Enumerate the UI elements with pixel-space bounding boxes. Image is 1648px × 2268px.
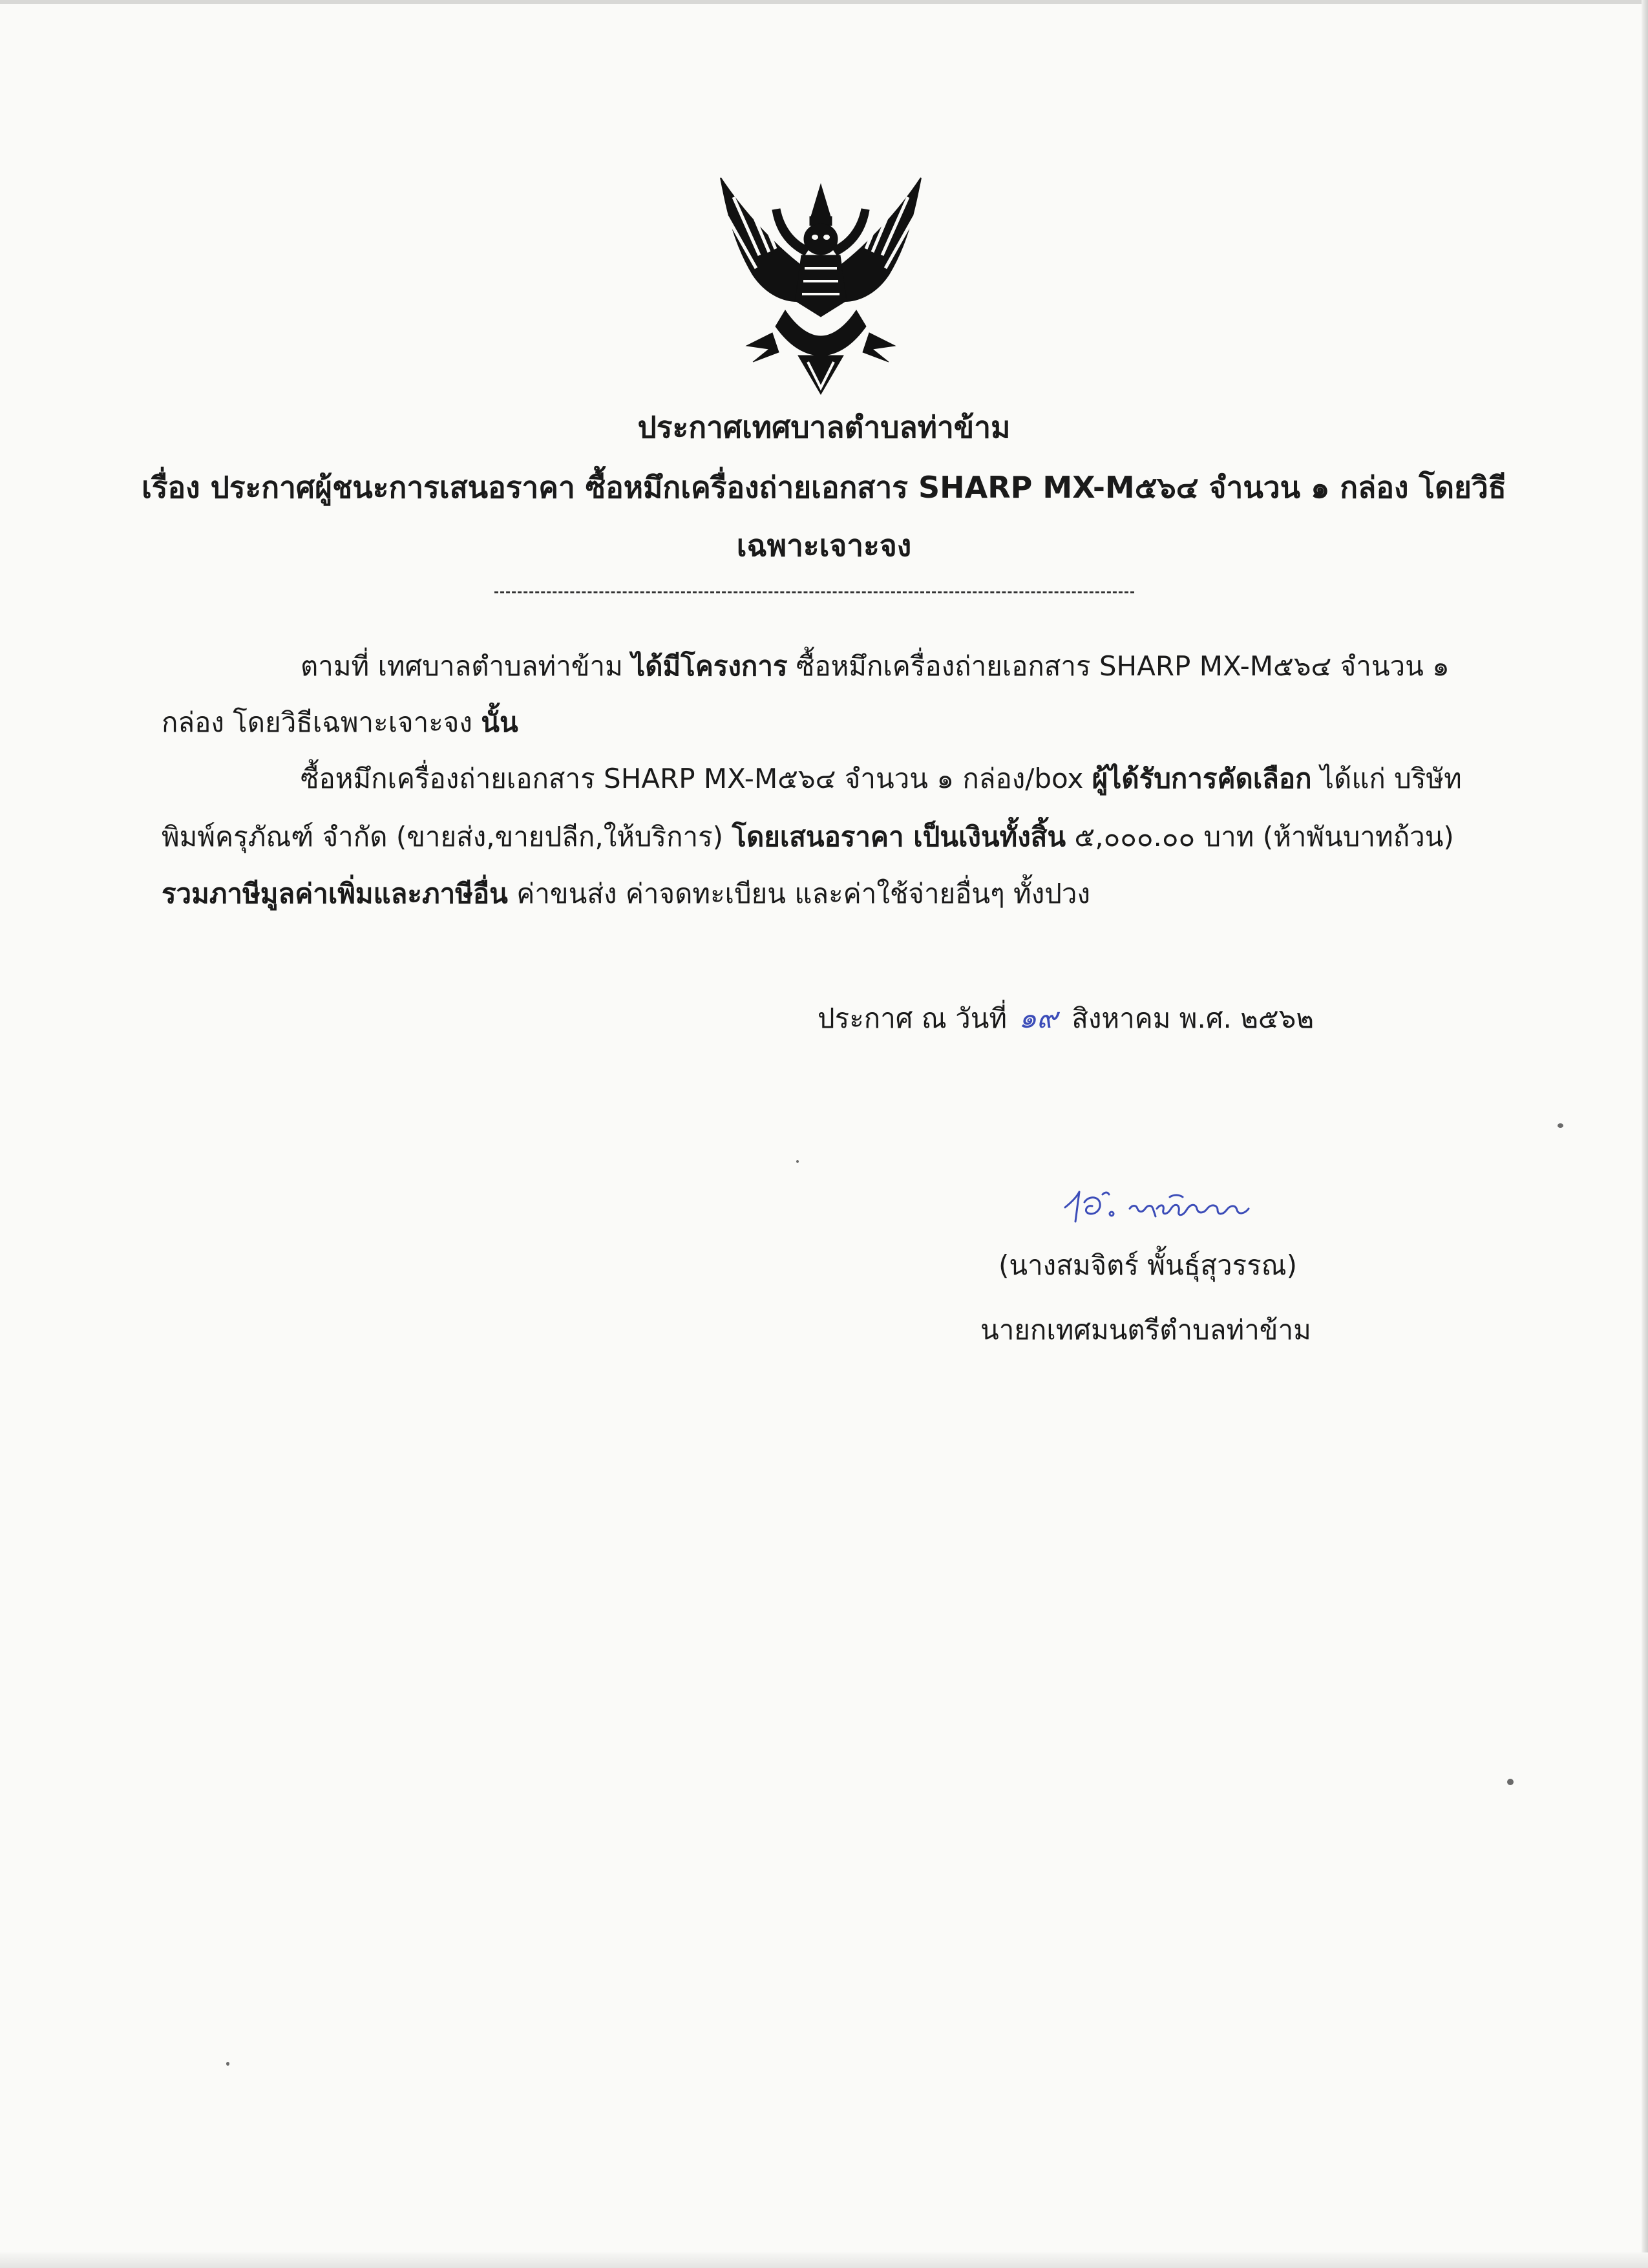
paragraph1-line1 xyxy=(301,645,1450,688)
p2-bold-text: ผู้ได้รับการคัดเลือก xyxy=(1092,763,1312,794)
scan-speck xyxy=(796,1160,799,1163)
p2-text: ซื้อหมึกเครื่องถ่ายเอกสาร SHARP MX-M๕๖๔ จำนวน ๑ กล่อง/box xyxy=(301,763,1092,794)
paragraph1-line2 xyxy=(162,701,518,744)
p1-bold-text: ได้มีโครงการ xyxy=(631,650,788,682)
signatory-position: นายกเทศมนตรีตำบลท่าข้าม xyxy=(980,1314,1311,1346)
p1-text: ตามที่ เทศบาลตำบลท่าข้าม xyxy=(301,650,632,682)
garuda-emblem-icon xyxy=(708,171,934,404)
announcement-org-title: ประกาศเทศบาลตำบลท่าข้าม xyxy=(637,410,1011,445)
p1-text: ซื้อหมึกเครื่องถ่ายเอกสาร SHARP MX-M๕๖๔ จำนวน ๑ xyxy=(787,650,1450,682)
announcement-subject-line1: เรื่อง ประกาศผู้ชนะการเสนอราคา ซื้อหมึกเครื่องถ่ายเอกสาร SHARP MX-M๕๖๔ จำนวน ๑ กล่อง โดยวิธี xyxy=(142,470,1506,505)
scan-speck xyxy=(1507,1779,1514,1785)
p2-text: ๕,๐๐๐.๐๐ บาท (ห้าพันบาทถ้วน) xyxy=(1066,821,1454,853)
p1-bold-text: นั้น xyxy=(481,706,518,738)
p2-text: ได้แก่ บริษัท xyxy=(1311,763,1462,794)
dashed-divider xyxy=(494,591,1134,593)
handwritten-signature xyxy=(1060,1183,1273,1235)
p2-bold-text: รวมภาษีมูลค่าเพิ่มและภาษีอื่น xyxy=(162,878,508,909)
announcement-subject-line2: เฉพาะเจาะจง xyxy=(736,528,912,563)
p1-text: กล่อง โดยวิธีเฉพาะเจาะจง xyxy=(162,706,481,738)
paragraph2-line2 xyxy=(162,816,1454,858)
paragraph2-line1 xyxy=(301,758,1462,800)
scan-speck xyxy=(226,2062,229,2066)
p2-text: พิมพ์ครุภัณฑ์ จำกัด (ขายส่ง,ขายปลีก,ให้บริการ) xyxy=(162,821,732,853)
announcement-date xyxy=(818,995,1314,1041)
scan-edge-bottom xyxy=(0,2252,1648,2268)
date-day-handwritten: ๑๙ xyxy=(1019,1002,1058,1035)
date-prefix: ประกาศ ณ วันที่ xyxy=(818,1002,1008,1034)
date-month-year: สิงหาคม พ.ศ. ๒๕๖๒ xyxy=(1072,1002,1315,1034)
paragraph2-line3 xyxy=(162,873,1090,915)
signatory-name: (นางสมจิตร์ พั้นธุ์สุวรรณ) xyxy=(998,1249,1298,1281)
p2-text: ค่าขนส่ง ค่าจดทะเบียน และค่าใช้จ่ายอื่นๆ ทั้งปวง xyxy=(507,878,1090,909)
scan-edge-right xyxy=(1642,0,1648,2268)
p2-bold-text: โดยเสนอราคา เป็นเงินทั้งสิ้น xyxy=(732,821,1066,853)
scan-edge-top xyxy=(0,0,1648,4)
scan-speck xyxy=(1558,1123,1563,1128)
